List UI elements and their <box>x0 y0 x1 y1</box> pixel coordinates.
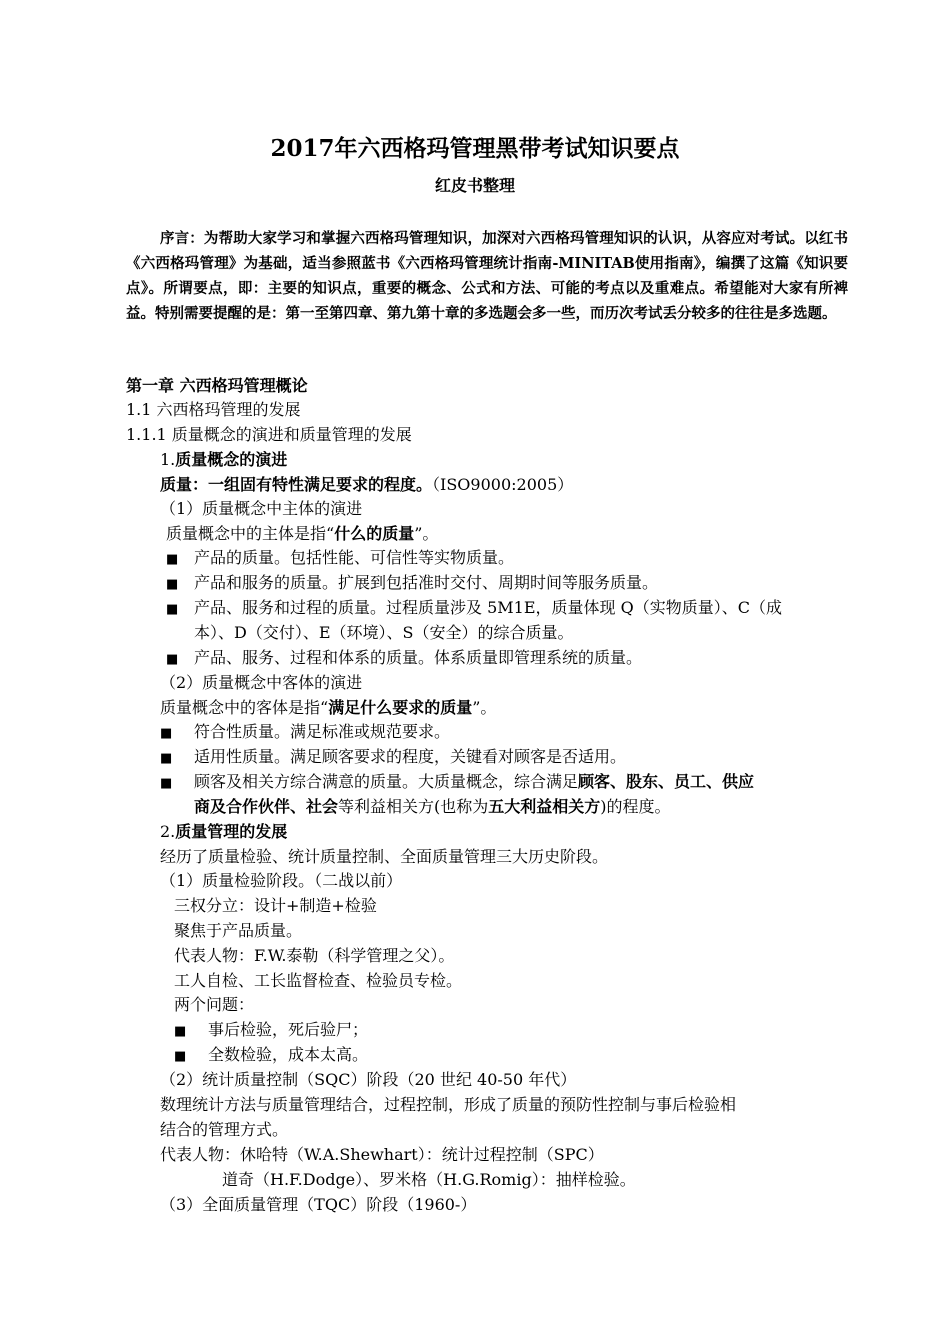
stage-line: 三权分立：设计+制造+检验 <box>174 896 377 915</box>
text-run-bold: 满足什么要求的质量 <box>328 698 473 717</box>
stage-line: 工人自检、工长监督检查、检验员专检。 <box>174 971 463 990</box>
stage-representative: 代表人物：休哈特（W.A.Shewhart）：统计过程控制（SPC） <box>160 1145 604 1164</box>
list-item <box>166 546 514 572</box>
text-run: ”。 <box>472 698 497 717</box>
heading-number: 1. <box>160 450 176 469</box>
document-title: 2017年六西格玛管理黑带考试知识要点 <box>270 135 680 162</box>
text-run: ”。 <box>414 524 439 543</box>
quality-definition <box>160 473 573 497</box>
stage-line: 代表人物：F.W.泰勒（科学管理之父）。 <box>174 946 455 965</box>
bullet-square-icon: ■ <box>160 726 173 741</box>
list-item-text: 顾客及相关方综合满意的质量。大质量概念，综合满足 <box>194 772 579 791</box>
text-run: 质量概念中的客体是指“ <box>160 698 329 717</box>
object-statement <box>160 696 496 720</box>
list-item-text: 产品、服务、过程和体系的质量。体系质量即管理系统的质量。 <box>194 648 643 667</box>
text-run-bold: 商及合作伙伴、社会 <box>194 797 339 816</box>
list-item-text-bold: 顾客、股东、员工、供应 <box>578 772 755 791</box>
list-item <box>166 646 642 672</box>
list-item <box>174 1018 368 1044</box>
bullet-square-icon: ■ <box>166 577 179 592</box>
list-item-continuation: 本）、D（交付）、E（环境）、S（安全）的综合质量。 <box>194 623 574 642</box>
text-run: 质量概念中的主体是指“ <box>166 524 335 543</box>
list-item-text: 产品、服务和过程的质量。过程质量涉及 5M1E，质量体现 Q（实物质量）、C（成 <box>194 598 782 617</box>
list-item-text: 事后检验，死后验尸； <box>208 1020 369 1039</box>
list-item-text: 全数检验，成本太高。 <box>208 1045 369 1064</box>
stage-heading: （1）质量检验阶段。（二战以前） <box>160 871 403 890</box>
heading-text: 质量管理的发展 <box>175 822 288 841</box>
bullet-square-icon: ■ <box>166 552 179 567</box>
stage-description: 结合的管理方式。 <box>160 1120 289 1139</box>
list-item-text: 产品和服务的质量。扩展到包括准时交付、周期时间等服务质量。 <box>194 573 659 592</box>
document-subtitle: 红皮书整理 <box>434 176 515 195</box>
list-item <box>166 571 658 597</box>
bullet-square-icon: ■ <box>174 1024 187 1039</box>
quality-definition-ref: （ISO9000:2005） <box>432 475 574 494</box>
list-item-text: 产品的质量。包括性能、可信性等实物质量。 <box>194 548 515 567</box>
stage-line: 聚焦于产品质量。 <box>174 921 303 940</box>
list-item <box>160 720 450 746</box>
stage-line: 两个问题： <box>174 995 255 1014</box>
subheading-object: （2）质量概念中客体的演进 <box>160 673 363 692</box>
stage-representative: 道奇（H.F.Dodge）、罗米格（H.G.Romig）：抽样检验。 <box>222 1170 636 1189</box>
list-item-text: 符合性质量。满足标准或规范要求。 <box>194 722 451 741</box>
bullet-square-icon: ■ <box>166 602 179 617</box>
text-run: )的程度。 <box>600 797 671 816</box>
bullet-square-icon: ■ <box>160 776 173 791</box>
list-item <box>166 596 782 622</box>
text-run-bold: 什么的质量 <box>334 524 415 543</box>
section-heading: 1.1 六西格玛管理的发展 <box>126 400 301 419</box>
list-item <box>160 770 754 796</box>
bullet-square-icon: ■ <box>160 751 173 766</box>
history-summary: 经历了质量检验、统计质量控制、全面质量管理三大历史阶段。 <box>160 847 609 866</box>
preface-paragraph: 序言：为帮助大家学习和掌握六西格玛管理知识，加深对六西格玛管理知识的认识，从容应对考试。以红书《六西格玛管理》为基础，适当参照蓝书《六西格玛管理统计指南-MINITAB使用指南》，编撰了这篇《知识要点》。所谓要点，即：主要的知识点，重要的概念、公式和方法、可能的考点以及重难点。希望能对大家有所裨益。特别需要提醒的是：第一至第四章、第九第十章的多选题会多一些，而历次考试丢分较多的往往是多选题。 <box>126 230 848 322</box>
list-item-continuation <box>194 795 671 819</box>
text-run-bold: 五大利益相关方 <box>488 797 601 816</box>
bullet-square-icon: ■ <box>166 652 179 667</box>
quality-definition-bold: 质量：一组固有特性满足要求的程度。 <box>160 475 433 494</box>
subject-statement <box>166 522 438 546</box>
heading-number: 2. <box>160 822 176 841</box>
stage-description: 数理统计方法与质量管理结合，过程控制，形成了质量的预防性控制与事后检验相 <box>160 1095 737 1114</box>
list-item <box>160 745 626 771</box>
stage-heading: （3）全面质量管理（TQC）阶段（1960-） <box>160 1195 477 1214</box>
subsection-heading: 1.1.1 质量概念的演进和质量管理的发展 <box>126 425 412 444</box>
heading-quality-concept <box>160 448 287 472</box>
list-item <box>174 1043 368 1069</box>
bullet-square-icon: ■ <box>174 1049 187 1064</box>
text-run: 等利益相关方(也称为 <box>338 797 489 816</box>
heading-text: 质量概念的演进 <box>175 450 288 469</box>
subheading-subject: （1）质量概念中主体的演进 <box>160 499 363 518</box>
stage-heading: （2）统计质量控制（SQC）阶段（20 世纪 40-50 年代） <box>160 1070 577 1089</box>
list-item-text: 适用性质量。满足顾客要求的程度，关键看对顾客是否适用。 <box>194 747 627 766</box>
heading-quality-management <box>160 820 287 844</box>
chapter-heading: 第一章 六西格玛管理概论 <box>126 376 308 395</box>
